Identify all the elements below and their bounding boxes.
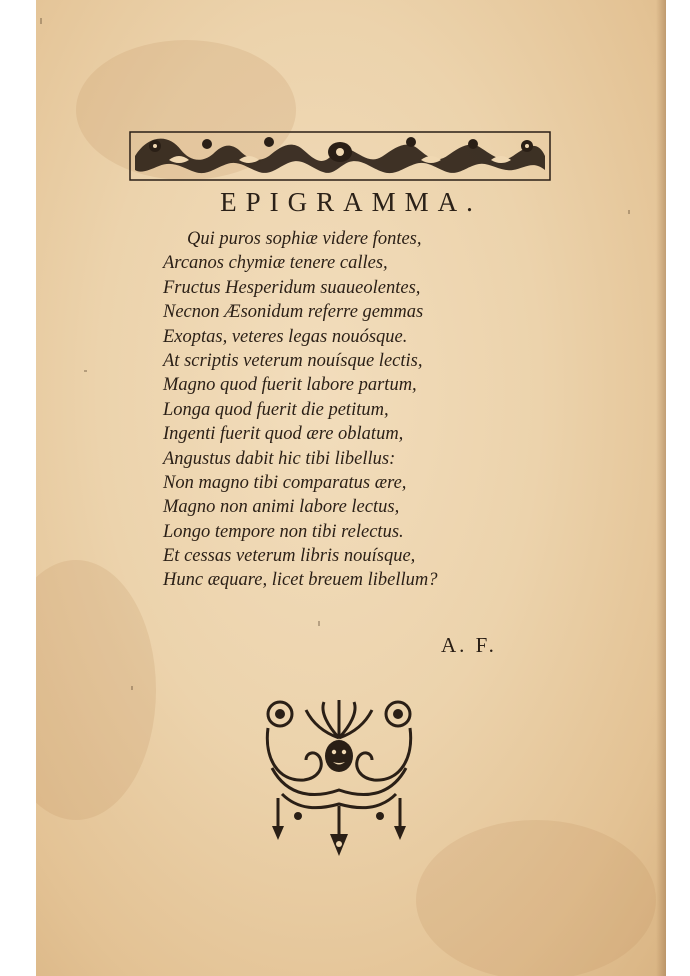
speck xyxy=(131,686,133,690)
poem-line: Angustus dabit hic tibi libellus: xyxy=(163,448,396,469)
book-page xyxy=(36,0,666,976)
speck xyxy=(40,18,42,24)
speck xyxy=(318,621,320,626)
foliage-scroll-headpiece xyxy=(129,130,551,182)
page-title: EPIGRAMMA. xyxy=(220,187,482,217)
poem-line: Longa quod fuerit die petitum, xyxy=(163,399,389,420)
poem-line: Hunc æquare, licet breuem libellum? xyxy=(163,570,438,591)
mask-and-cornucopia-tailpiece xyxy=(258,698,420,860)
speck xyxy=(84,370,87,372)
poem-line: Exoptas, veteres legas nouósque. xyxy=(163,326,408,347)
poem-line: Et cessas veterum libris nouísque, xyxy=(163,546,416,567)
author-initials: A. F. xyxy=(441,633,497,657)
poem-body xyxy=(163,227,543,593)
poem-line: At scriptis veterum nouísque lectis, xyxy=(163,350,423,371)
poem-line: Necnon Æsonidum referre gemmas xyxy=(163,302,424,323)
paper-stain xyxy=(416,820,656,976)
poem-line: Arcanos chymiæ tenere calles, xyxy=(163,253,388,274)
poem-line: Ingenti fuerit quod ære oblatum, xyxy=(163,424,404,445)
poem-line: Fructus Hesperidum suaueolentes, xyxy=(163,277,421,298)
poem-line: Non magno tibi comparatus ære, xyxy=(163,472,407,493)
poem-line: Qui puros sophiæ videre fontes, xyxy=(187,229,422,249)
poem-line: Longo tempore non tibi relectus. xyxy=(163,521,404,542)
paper-stain xyxy=(36,560,156,820)
page-edge-shadow xyxy=(656,0,666,976)
poem-line: Magno non animi labore lectus, xyxy=(163,497,400,518)
poem-line: Magno quod fuerit labore partum, xyxy=(163,375,417,396)
